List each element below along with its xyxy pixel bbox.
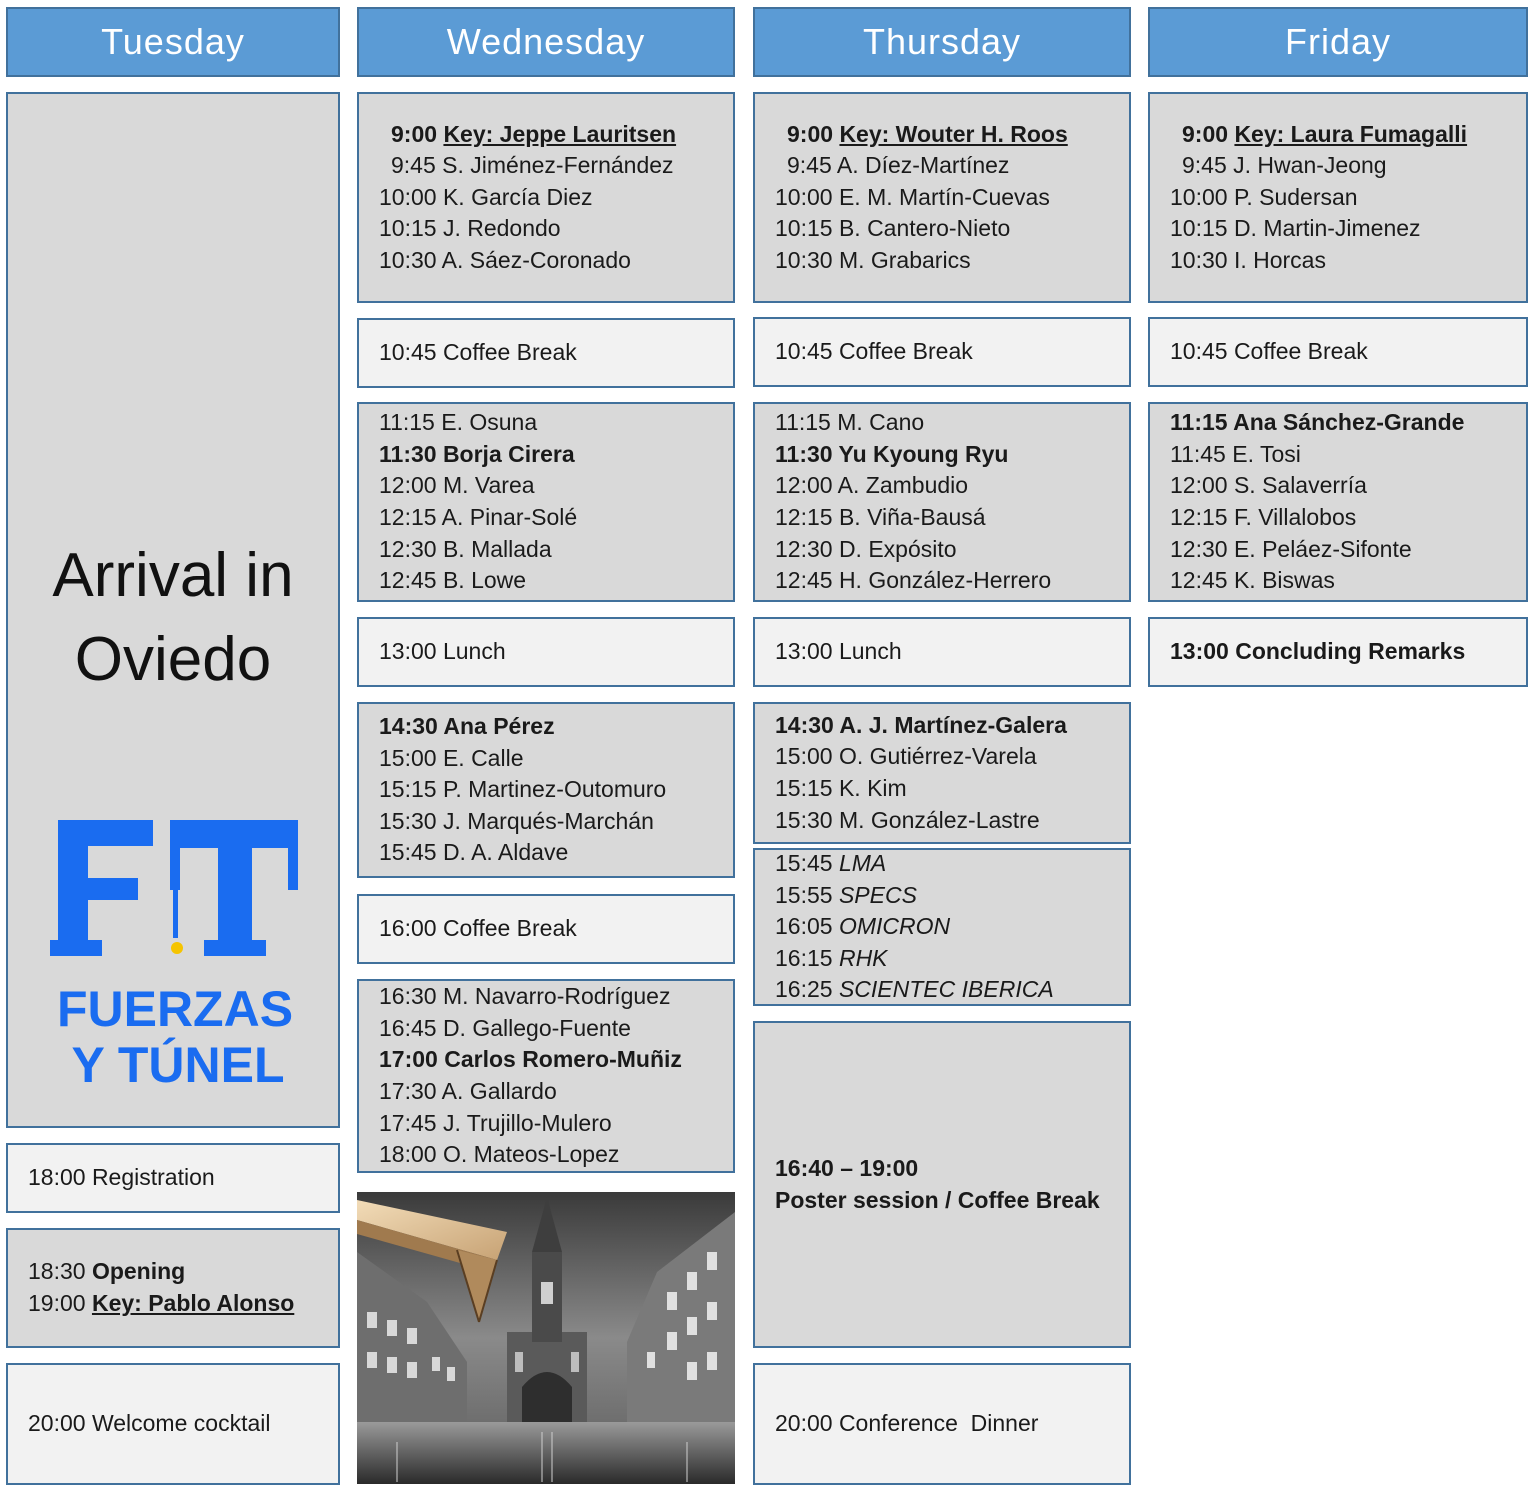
day-header-thursday: Thursday	[753, 7, 1131, 77]
talk: 12:45 H. González-Herrero	[775, 567, 1052, 594]
talk: 10:15 J. Redondo	[379, 215, 561, 242]
lunch-text: 13:00 Lunch	[379, 638, 506, 665]
fri-morning-session	[1148, 92, 1528, 303]
poster-time: 16:40 – 19:00	[775, 1154, 919, 1181]
break-text: 10:45 Coffee Break	[775, 338, 973, 365]
day-header-tuesday: Tuesday	[6, 7, 340, 77]
talk: 15:15 K. Kim	[775, 775, 907, 801]
talk: 10:30 M. Grabarics	[775, 246, 971, 273]
talk: 12:00 M. Varea	[379, 472, 535, 499]
talk: 15:30 M. González-Lastre	[775, 806, 1040, 833]
oviedo-cathedral-photo	[357, 1192, 735, 1484]
talk: 10:30 I. Horcas	[1170, 246, 1326, 273]
sponsor-talk: 15:55 SPECS	[775, 881, 917, 908]
fri-midday-session	[1148, 402, 1528, 602]
talk: 12:45 K. Biswas	[1170, 567, 1335, 594]
talk: 15:15 P. Martinez-Outomuro	[379, 776, 667, 803]
thu-morning-session	[753, 92, 1131, 303]
talk: 12:30 B. Mallada	[379, 535, 552, 562]
talk: 17:45 J. Trujillo-Mulero	[379, 1109, 612, 1136]
fri-keynote: 9:00 Key: Laura Fumagalli	[1182, 120, 1468, 147]
talk: 12:30 E. Peláez-Sifonte	[1170, 535, 1412, 562]
sponsor-talk: 15:45 LMA	[775, 850, 887, 877]
sponsor-talk: 16:25 SCIENTEC IBERICA	[775, 976, 1054, 1003]
break-text: 16:00 Coffee Break	[379, 915, 577, 942]
dinner-text: 20:00 Conference Dinner	[775, 1410, 1039, 1437]
invited-talk: 14:30 Ana Pérez	[379, 713, 555, 740]
invited-talk: 17:00 Carlos Romero-Muñiz	[379, 1046, 682, 1073]
talk: 10:00 E. M. Martín-Cuevas	[775, 183, 1050, 210]
talk: 11:15 E. Osuna	[379, 409, 538, 436]
talk: 15:00 O. Gutiérrez-Varela	[775, 743, 1037, 770]
arrival-line-2: Oviedo	[74, 625, 272, 694]
wed-coffee-break-2	[357, 894, 735, 964]
wed-morning-session	[357, 92, 735, 303]
thu-sponsor-session	[753, 848, 1131, 1006]
poster-label: Poster session / Coffee Break	[775, 1186, 1100, 1213]
talk: 16:45 D. Gallego-Fuente	[379, 1014, 631, 1041]
wed-lunch	[357, 617, 735, 687]
wed-evening-session	[357, 979, 735, 1173]
talk: 12:15 A. Pinar-Solé	[379, 504, 578, 530]
cocktail-text: 20:00 Welcome cocktail	[28, 1410, 271, 1437]
talk: 9:45 S. Jiménez-Fernández	[391, 152, 674, 179]
keynote-line: 19:00 Key: Pablo Alonso	[28, 1290, 295, 1316]
talk: 16:30 M. Navarro-Rodríguez	[379, 983, 671, 1010]
talk: 10:00 P. Sudersan	[1170, 183, 1358, 210]
talk: 18:00 O. Mateos-Lopez	[379, 1141, 620, 1168]
fuerzas-y-tunel-logo	[50, 814, 300, 1094]
opening-block	[6, 1228, 340, 1348]
thu-afternoon-session	[753, 702, 1131, 844]
registration-text: 18:00 Registration	[28, 1164, 215, 1191]
talk: 17:30 A. Gallardo	[379, 1078, 557, 1104]
closing-text: 13:00 Concluding Remarks	[1170, 638, 1466, 665]
talk: 12:15 B. Viña-Bausá	[775, 504, 986, 530]
invited-talk: 11:30 Borja Cirera	[379, 440, 575, 467]
talk: 12:15 F. Villalobos	[1170, 504, 1357, 530]
wed-coffee-break-1	[357, 318, 735, 388]
invited-talk: 14:30 A. J. Martínez-Galera	[775, 711, 1067, 738]
day-header-friday: Friday	[1148, 7, 1528, 77]
sponsor-talk: 16:15 RHK	[775, 944, 888, 971]
opening-line: 18:30 Opening	[28, 1258, 186, 1285]
lunch-text: 13:00 Lunch	[775, 638, 902, 665]
talk: 12:00 A. Zambudio	[775, 472, 969, 499]
talk: 9:45 J. Hwan-Jeong	[1182, 152, 1387, 179]
arrival-line-1: Arrival in	[52, 541, 294, 610]
talk: 12:30 D. Expósito	[775, 535, 957, 562]
arrival-block	[6, 92, 340, 1128]
talk: 10:15 D. Martin-Jimenez	[1170, 215, 1421, 242]
logo-text-line-1: FUERZAS	[56, 981, 294, 1037]
talk: 12:45 B. Lowe	[379, 567, 527, 594]
thu-midday-session	[753, 402, 1131, 602]
day-header-wednesday: Wednesday	[357, 7, 735, 77]
talk: 10:00 K. García Diez	[379, 183, 593, 210]
invited-talk: 11:30 Yu Kyoung Ryu	[775, 440, 1009, 467]
wed-keynote: 9:00 Key: Jeppe Lauritsen	[391, 120, 677, 147]
thu-keynote: 9:00 Key: Wouter H. Roos	[787, 120, 1068, 147]
talk: 9:45 A. Díez-Martínez	[787, 152, 1010, 179]
thu-lunch	[753, 617, 1131, 687]
talk: 15:30 J. Marqués-Marchán	[379, 807, 654, 834]
registration-block	[6, 1143, 340, 1213]
invited-talk: 11:15 Ana Sánchez-Grande	[1170, 409, 1465, 436]
wed-afternoon-session	[357, 702, 735, 878]
logo-text-line-2: Y TÚNEL	[71, 1037, 285, 1093]
talk: 10:30 A. Sáez-Coronado	[379, 246, 631, 273]
welcome-cocktail-block	[6, 1363, 340, 1485]
fri-coffee-break-1	[1148, 317, 1528, 387]
talk: 15:00 E. Calle	[379, 744, 524, 771]
arrival-title	[8, 534, 338, 702]
talk: 11:15 M. Cano	[775, 409, 925, 436]
thu-poster-session	[753, 1021, 1131, 1348]
talk: 11:45 E. Tosi	[1170, 440, 1301, 467]
sponsor-talk: 16:05 OMICRON	[775, 913, 951, 940]
break-text: 10:45 Coffee Break	[379, 339, 577, 366]
talk: 10:15 B. Cantero-Nieto	[775, 215, 1011, 242]
thu-coffee-break-1	[753, 317, 1131, 387]
thu-conference-dinner	[753, 1363, 1131, 1485]
talk: 12:00 S. Salaverría	[1170, 472, 1367, 499]
fri-concluding-remarks	[1148, 617, 1528, 687]
talk: 15:45 D. A. Aldave	[379, 839, 569, 866]
break-text: 10:45 Coffee Break	[1170, 338, 1368, 365]
wed-midday-session	[357, 402, 735, 602]
